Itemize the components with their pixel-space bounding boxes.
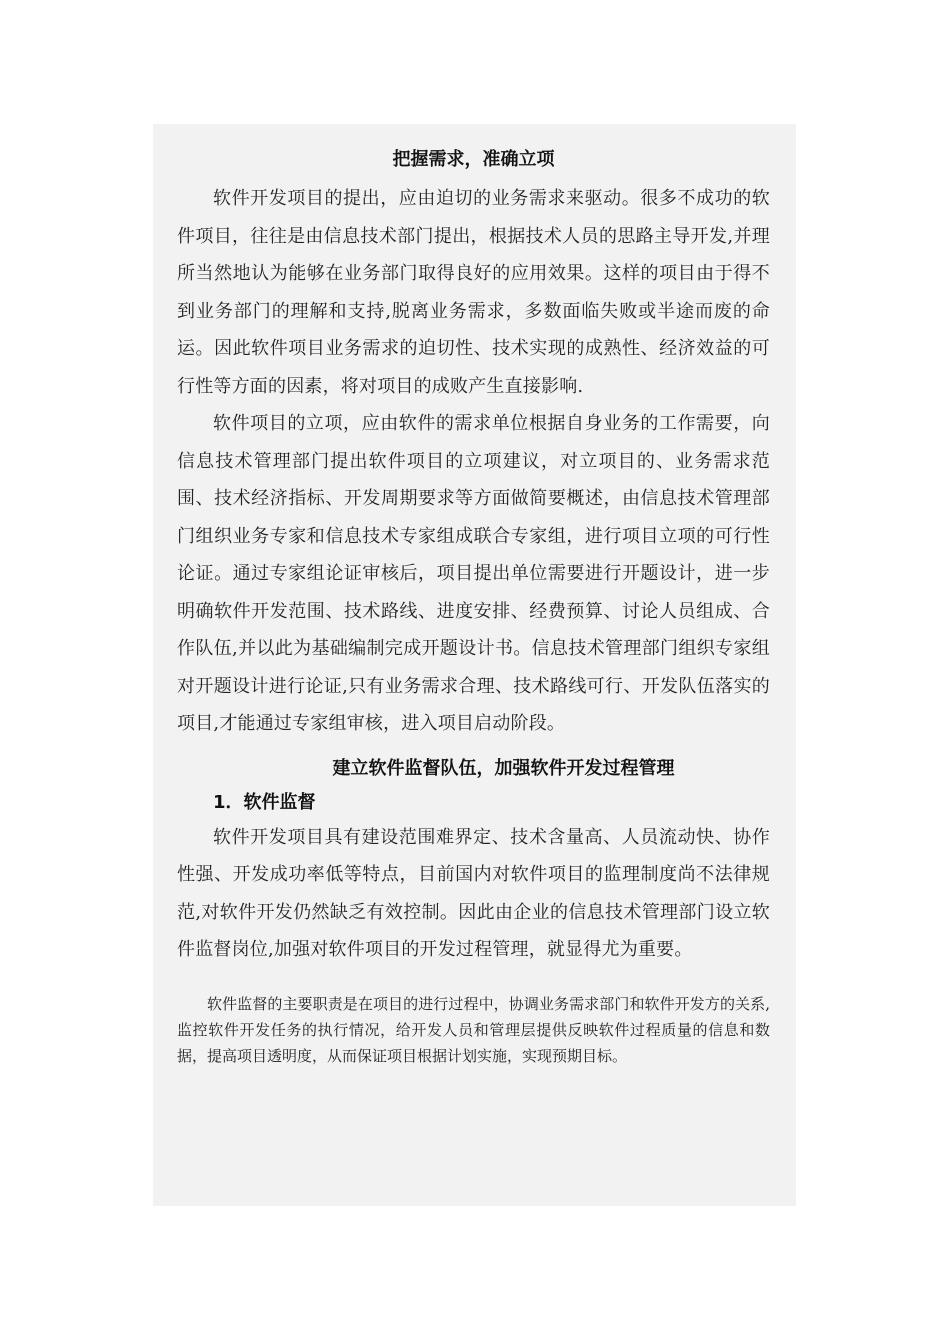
paragraph-supervision-importance: 软件开发项目具有建设范围难界定、技术含量高、人员流动快、协作性强、开发成功率低等特点，目前国内对软件项目的监理制度尚不法律规范,对软件开发仍然缺乏有效控制。因此由企业的信息技术管理部门设立软件监督岗位,加强对软件项目的开发过程管理，就显得尤为重要。 [177,826,770,960]
document-page [153,124,796,1206]
paragraph-project-approval: 软件项目的立项，应由软件的需求单位根据自身业务的工作需要，向信息技术管理部门提出软件项目的立项建议，对立项目的、业务需求范围、技术经济指标、开发周期要求等方面做简要概述，由信息技术管理部门组织业务专家和信息技术专家组成联合专家组，进行项目立项的可行性论证。通过专家组论证审核后，项目提出单位需要进行开题设计，进一步明确软件开发范围、技术路线、进度安排、经费预算、讨论人员组成、合作队伍,并以此为基础编制完成开题设计书。信息技术管理部门组织专家组对开题设计进行论证,只有业务需求合理、技术路线可行、开发队伍落实的项目,才能通过专家组审核，进入项目启动阶段。 [177,413,770,734]
paragraph-supervision-duties: 软件监督的主要职责是在项目的进行过程中，协调业务需求部门和软件开发方的关系,监控软件开发任务的执行情况，给开发人员和管理层提供反映软件过程质量的信息和数据，提高项目透明度，从而保证项目根据计划实施，实现预期目标。 [177,994,770,1065]
section-title-requirements: 把握需求，准确立项 [392,149,555,170]
paragraph-requirements-drive: 软件开发项目的提出，应由迫切的业务需求来驱动。很多不成功的软件项目，往往是由信息技术部门提出，根据技术人员的思路主导开发,并理所当然地认为能够在业务部门取得良好的应用效果。这样的项目由于得不到业务部门的理解和支持,脱离业务需求，多数面临失败或半途而废的命运。因此软件项目业务需求的迫切性、技术实现的成熟性、经济效益的可行性等方面的因素，将对项目的成败产生直接影响. [177,188,770,397]
section-title-supervision: 建立软件监督队伍，加强软件开发过程管理 [332,757,675,779]
subheading-software-supervision: 1．软件监督 [213,791,316,813]
